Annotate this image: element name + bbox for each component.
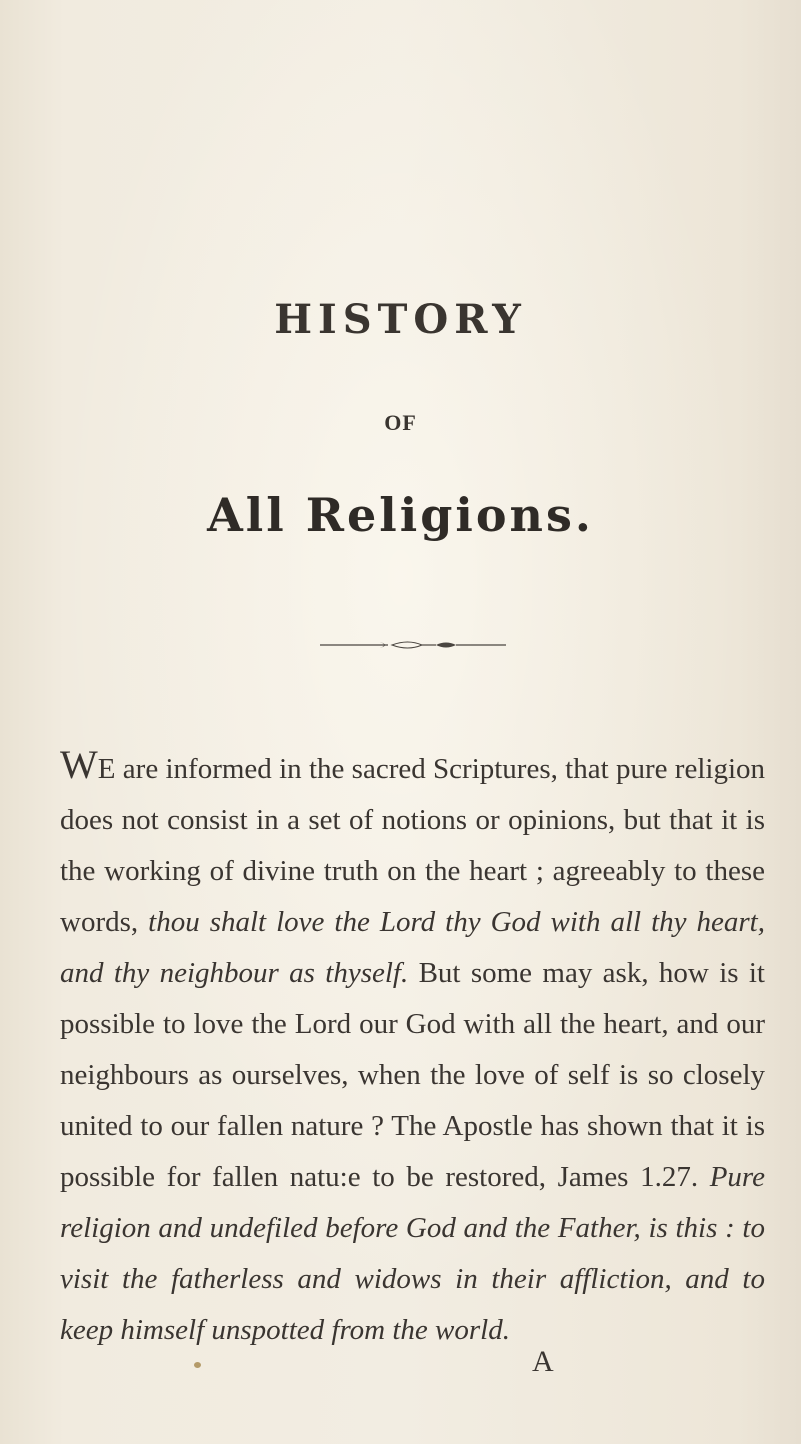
page-subtitle: All Religions. — [207, 488, 594, 542]
title-connector: OF — [384, 410, 417, 435]
ornamental-rule — [318, 638, 508, 652]
paragraph-sentence-2: But some may ask, how is it possible to love the Lord our God with all the heart, and our neighbours as ourselves, when the love of self is so closely united to our fallen nature ? The Apostle has shown that it is possible for fallen natu:e to be restored, James 1.27. — [60, 957, 765, 1193]
drop-cap: W — [60, 742, 98, 787]
scripture-quote-2: Pure religion and undefiled before God and the Father, is this : to visit the fatherless and widows in their affliction, and to keep himself unspotted from the world. — [60, 1161, 765, 1346]
drop-cap-rest: E — [97, 753, 116, 785]
paper-blemish — [194, 1362, 201, 1368]
scripture-quote-1: thou shalt love the Lord thy God with all thy heart, and thy neighbour as thyself. — [60, 906, 765, 989]
body-paragraph — [60, 744, 765, 1356]
catchword: A — [532, 1345, 554, 1378]
paragraph-sentence-1: are informed in the sacred Scriptures, that pure religion does not consist in a set of notions or opinions, but that it is the working of divine truth on the heart ; agreeably to these words, — [60, 753, 765, 938]
page-title: HISTORY — [274, 296, 527, 343]
